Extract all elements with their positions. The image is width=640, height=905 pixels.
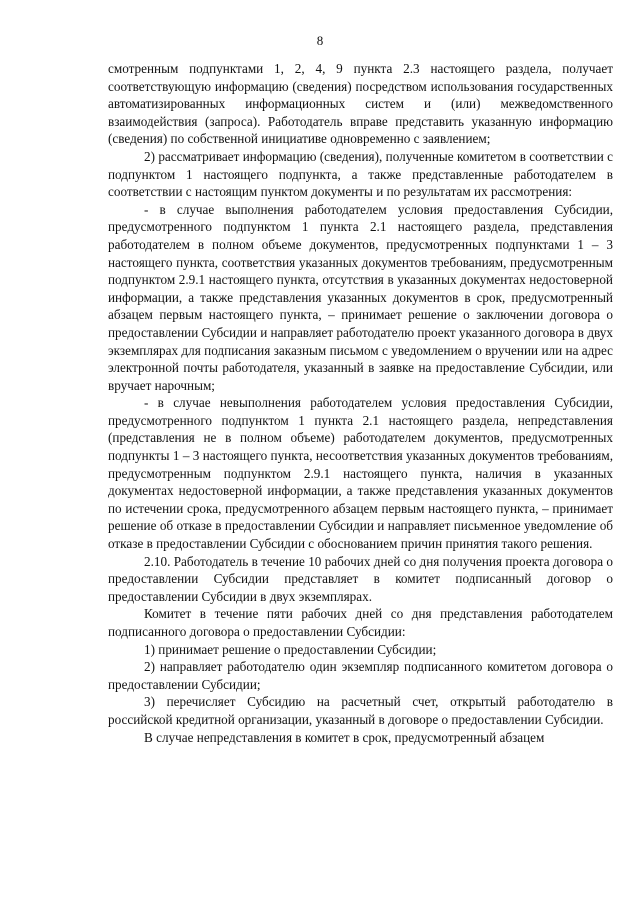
paragraph: 2.10. Работодатель в течение 10 рабочих дней со дня получения проекта договора о предоставлении Субсидии представляет в комитет подписанный договор о предоставлении Субсидии в двух экземплярах. [108,553,613,604]
paragraph: В случае непредставления в комитет в срок, предусмотренный абзацем [144,729,545,745]
document-body [108,60,613,746]
paragraph: 2) рассматривает информацию (сведения), полученные комитетом в соответствии с подпунктом 1 настоящего подпункта, а также представленные работодателем в соответствии с настоящим пунктом документы и по результатам их рассмотрения: [108,148,613,200]
paragraph: смотренным подпунктами 1, 2, 4, 9 пункта 2.3 настоящего раздела, получает соответствующую информацию (сведения) посредством использования государственных автоматизированных информационных систем и (или) межведомственного взаимодействия (запроса). Работодатель вправе представить указанную информацию (сведения) по собственной инициативе одновременно с заявлением; [108,61,613,147]
paragraph: 3) перечисляет Субсидию на расчетный счет, открытый работодателю в российской кредитной организации, указанный в договоре о предоставлении Субсидии. [108,694,613,727]
paragraph: Комитет в течение пяти рабочих дней со дня представления работодателем подписанного договора о предоставлении Субсидии: [108,606,613,639]
paragraph: - в случае выполнения работодателем условия предоставления Субсидии, предусмотренного подпунктом 1 пункта 2.1 настоящего раздела, представления работодателем в полном объеме документов, предусмотренных подпунктами 1 – 3 настоящего пункта, соответствия указанных документов требованиям, предусмотренным подпунктом 2.9.1 настоящего пункта, отсутствия в указанных документах недостоверной информации, а также представления указанных документов в срок, предусмотренный абзацем первым настоящего пункта, – принимает решение о заключении договора о предоставлении Субсидии и направляет работодателю проект указанного договора в двух экземплярах для подписания заказным письмом с уведомлением о вручении или на адрес электронной почты работодателя, указанный в заявке на предоставление Субсидии, или вручает нарочным; [108,201,613,393]
paragraph: 1) принимает решение о предоставлении Субсидии; [144,641,437,657]
paragraph: - в случае невыполнения работодателем условия предоставления Субсидии, предусмотренного подпунктом 1 пункта 2.1 настоящего раздела, непредставления (представления не в полном объеме) работодателем документов, предусмотренных подпункты 1 – 3 настоящего пункта, несоответствия указанных документов требованиям, предусмотренным подпунктом 2.9.1 настоящего пункта, наличия в указанных документах недостоверной информации, а также представления указанных документов по истечении срока, предусмотренного абзацем первым настоящего пункта, – принимает решение об отказе в предоставлении Субсидии и направляет письменное уведомление об отказе в предоставлении Субсидии с обоснованием причин принятия такого решения. [108,395,613,552]
paragraph: 2) направляет работодателю один экземпляр подписанного комитетом договора о предоставлении Субсидии; [108,659,613,692]
page-number: 8 [316,33,324,48]
